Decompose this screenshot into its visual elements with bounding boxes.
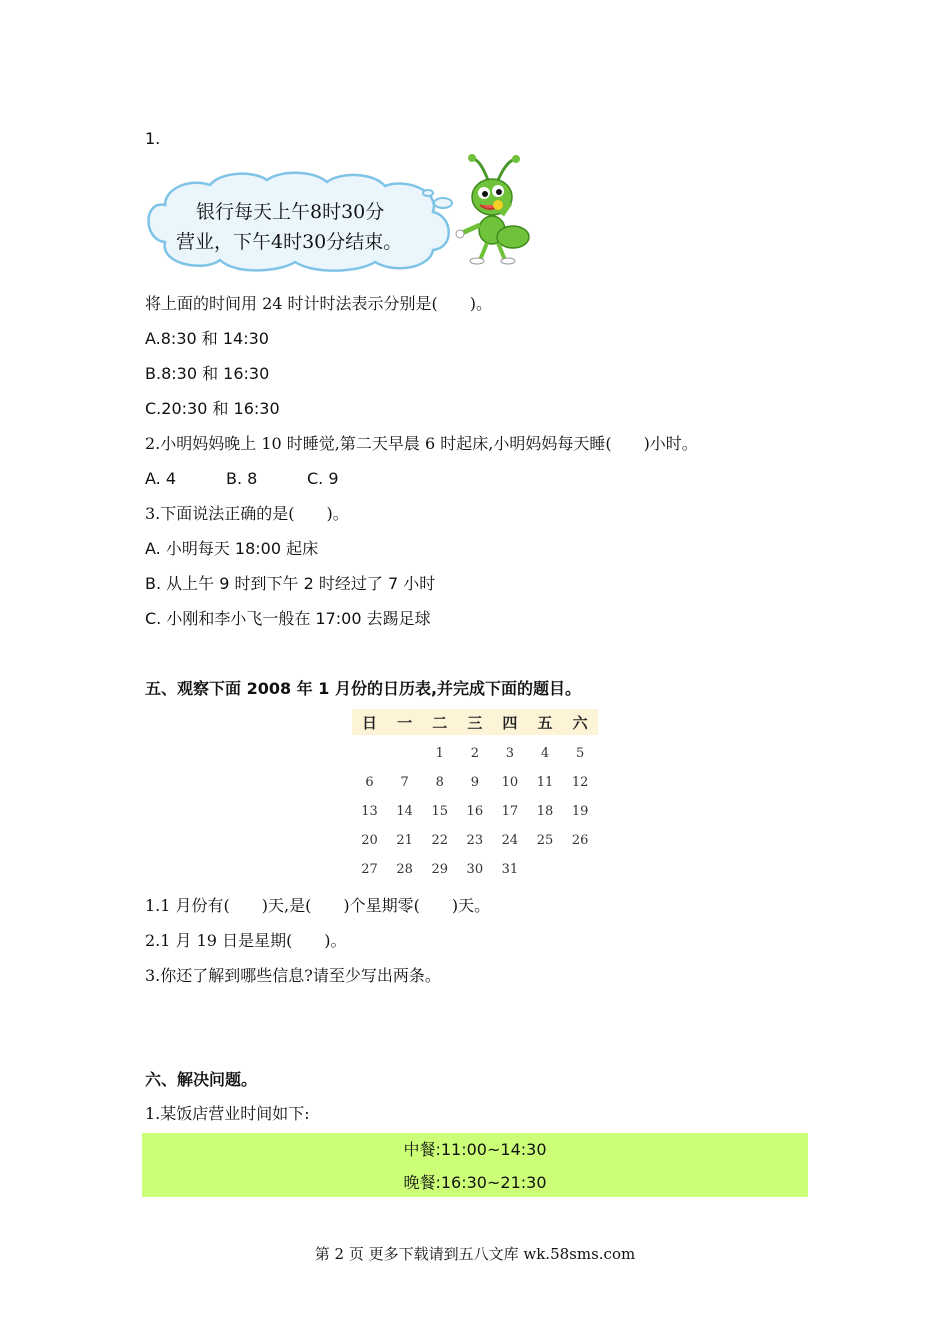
calendar-day-cell: 11: [536, 775, 554, 790]
section-5-question-2: 2.1 月 19 日是星期( )。: [145, 931, 347, 950]
calendar-day-cell: 31: [501, 862, 519, 877]
lunch-hours-bar: 中餐:11:00~14:30: [142, 1133, 808, 1166]
calendar-day-cell: 19: [571, 804, 589, 819]
question-2-option-a: A. 4: [145, 469, 177, 488]
calendar-week-row: [352, 797, 598, 826]
calendar-day-cell: 8: [435, 775, 444, 790]
section-6-question-1: 1.某饭店营业时间如下:: [145, 1104, 310, 1123]
calendar-day-cell: 16: [466, 804, 484, 819]
calendar-day-cell: 29: [431, 862, 448, 877]
section-5-title: 五、观察下面 2008 年 1 月份的日历表,并完成下面的题目。: [145, 679, 582, 698]
calendar-day-cell: 13: [361, 804, 378, 819]
thought-bubble-large: [434, 198, 452, 208]
calendar-day-cell: 28: [396, 862, 413, 877]
calendar-day-cell: 21: [396, 833, 413, 848]
calendar-day-cell: 24: [501, 833, 519, 848]
calendar-header-cell: 六: [572, 713, 588, 732]
calendar-day-cell: 22: [431, 833, 448, 848]
question-3-option-a: A. 小明每天 18:00 起床: [145, 539, 319, 558]
calendar-week-row: [352, 855, 598, 884]
cloud-text-line-1: 银行每天上午8时30分: [196, 201, 385, 223]
question-1-option-c: C.20:30 和 16:30: [145, 399, 280, 418]
page-footer: 第 2 页 更多下载请到五八文库 wk.58sms.com: [314, 1245, 636, 1263]
dinner-hours-bar: 晚餐:16:30~21:30: [142, 1166, 808, 1197]
calendar-day-cell: 14: [396, 804, 413, 819]
question-3-option-b: B. 从上午 9 时到下午 2 时经过了 7 小时: [145, 574, 436, 593]
calendar-header-row: [352, 709, 598, 735]
calendar-day-cell: 12: [571, 775, 589, 790]
calendar-day-cell: 26: [571, 833, 589, 848]
calendar-day-cell: 7: [400, 775, 409, 790]
calendar-week-row: [352, 826, 598, 855]
section-5-question-1: 1.1 月份有( )天,是( )个星期零( )天。: [145, 896, 491, 915]
calendar-day-cell: 17: [501, 804, 519, 819]
question-3-text: 3.下面说法正确的是( )。: [145, 504, 349, 523]
calendar-header-cell: 日: [362, 713, 378, 732]
calendar-day-cell: 25: [536, 833, 554, 848]
thought-bubble-small: [423, 190, 433, 196]
question-2-option-b: B. 8: [226, 469, 258, 488]
calendar-day-cell: 2: [470, 746, 479, 761]
calendar-day-cell: 4: [540, 746, 550, 761]
question-2-text: 2.小明妈妈晚上 10 时睡觉,第二天早晨 6 时起床,小明妈妈每天睡( )小时。: [145, 434, 698, 453]
question-1-option-b: B.8:30 和 16:30: [145, 364, 270, 383]
question-1-text: 将上面的时间用 24 时计时法表示分别是( )。: [145, 294, 493, 313]
calendar-day-cell: 9: [470, 775, 479, 790]
calendar-header-cell: 四: [502, 713, 518, 732]
cloud-text-line-2: 营业，下午4时30分结束。: [176, 231, 403, 253]
question-2-option-c: C. 9: [307, 469, 339, 488]
calendar-week-row: [352, 768, 598, 797]
calendar-day-cell: 18: [536, 804, 554, 819]
calendar-header-cell: 三: [467, 713, 483, 732]
calendar-header-cell: 五: [537, 713, 553, 732]
calendar-header-cell: 一: [397, 713, 413, 732]
calendar-day-cell: 5: [575, 746, 585, 761]
calendar-day-cell: 3: [505, 746, 515, 761]
calendar-day-cell: 6: [365, 775, 374, 790]
calendar-week-row: [352, 739, 598, 768]
ant-character-icon: [456, 154, 529, 264]
calendar-table: [352, 709, 598, 884]
question-1-option-a: A.8:30 和 14:30: [145, 329, 269, 348]
question-number-1: 1.: [145, 129, 161, 148]
section-5-question-3: 3.你还了解到哪些信息?请至少写出两条。: [145, 966, 441, 985]
calendar-day-cell: 15: [431, 804, 448, 819]
calendar-day-cell: 23: [466, 833, 484, 848]
calendar-day-cell: 20: [361, 833, 378, 848]
calendar-day-cell: 10: [501, 775, 519, 790]
calendar-day-cell: 1: [435, 746, 444, 761]
calendar-day-cell: 30: [466, 862, 484, 877]
calendar-day-cell: 27: [361, 862, 378, 877]
calendar-header-cell: 二: [432, 713, 448, 732]
question-3-option-c: C. 小刚和李小飞一般在 17:00 去踢足球: [145, 609, 431, 628]
section-6-title: 六、解决问题。: [145, 1070, 258, 1089]
